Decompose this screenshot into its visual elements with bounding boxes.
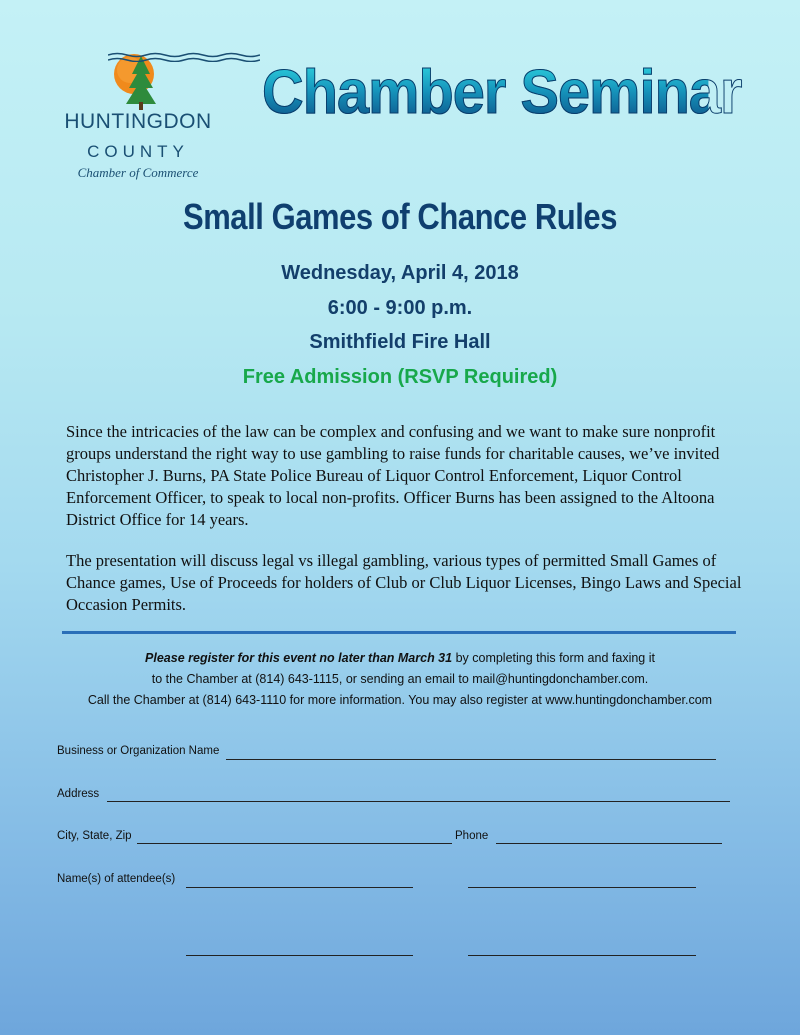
divider <box>62 631 736 634</box>
logo-county: COUNTY <box>87 142 189 161</box>
registration-line-1-rest: by completing this form and faxing it <box>452 651 655 665</box>
chamber-logo <box>56 52 221 182</box>
registration-line-3: Call the Chamber at (814) 643-1110 for more information. You may also register at www.huntingdonchamber.com <box>87 693 713 707</box>
page-title: Chamber Seminar <box>262 58 742 127</box>
logo-subtitle: Chamber of Commerce <box>77 165 199 180</box>
attendee-input-line-3[interactable] <box>186 955 413 956</box>
registration-info <box>40 648 760 711</box>
event-location: Smithfield Fire Hall <box>309 331 491 353</box>
city-state-zip-label: City, State, Zip <box>57 830 132 842</box>
address-label: Address <box>57 788 100 800</box>
business-input-line[interactable] <box>226 759 716 760</box>
city-state-zip-input-line[interactable] <box>137 843 452 844</box>
waves-icon <box>108 52 260 62</box>
address-input-line[interactable] <box>107 801 730 802</box>
business-label: Business or Organization Name <box>57 745 220 757</box>
event-date: Wednesday, April 4, 2018 <box>281 262 519 284</box>
attendee-input-line-1[interactable] <box>186 887 413 888</box>
description-paragraph-2: The presentation will discuss legal vs illegal gambling, various types of permitted Small Games of Chance games, Use of Proceeds for holders of Club or Club Liquor Licenses, Bingo Laws and Special Occasion Permits. <box>66 551 742 614</box>
description-paragraph-1: Since the intricacies of the law can be complex and confusing and we want to make sure nonprofit groups understand the right way to use gambling to raise funds for charitable causes, we’ve invited Christopher J. Burns, PA State Police Bureau of Liquor Control Enforcement, Liquor Control Enforcement Officer, to speak to local non-profits. Officer Burns has been assigned to the Altoona District Office for 14 years. <box>66 422 720 529</box>
phone-input-line[interactable] <box>496 843 722 844</box>
attendee-input-line-4[interactable] <box>468 955 696 956</box>
registration-line-2: to the Chamber at (814) 643-1115, or sending an email to mail@huntingdonchamber.com. <box>151 672 649 686</box>
logo-name: HUNTINGDON <box>64 110 212 133</box>
registration-line-1 <box>40 648 760 669</box>
event-time: 6:00 - 9:00 p.m. <box>327 297 473 319</box>
attendee-input-line-2[interactable] <box>468 887 696 888</box>
phone-label: Phone <box>455 830 489 842</box>
registration-deadline: Please register for this event no later than March 31 <box>145 651 453 665</box>
attendees-label: Name(s) of attendee(s) <box>57 873 176 885</box>
page-subtitle: Small Games of Chance Rules <box>182 196 618 237</box>
event-admission: Free Admission (RSVP Required) <box>242 366 558 388</box>
